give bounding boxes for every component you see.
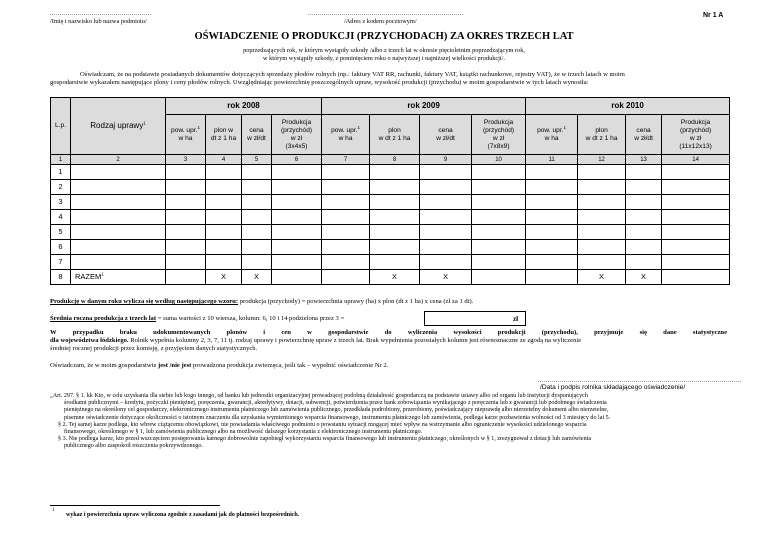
total-cell[interactable] (272, 270, 322, 285)
table-cell[interactable] (662, 195, 730, 210)
table-cell[interactable] (166, 240, 206, 255)
intro-line-1: Oświadczam, że na podstawie posiadanych dokumentów dotyczących sprzedaży płodów rolnych (np.: faktury VAT RR, rachunki, faktury VAT, książki rachunkowe, rejestry VAT), że w trzech latach w moim (80, 71, 625, 78)
table-cell[interactable] (626, 225, 662, 240)
col-number: 8 (370, 155, 420, 165)
table-cell[interactable] (526, 195, 578, 210)
table-cell[interactable] (578, 225, 626, 240)
table-cell[interactable] (71, 240, 166, 255)
criminal-code-article: „Art. 297. § 1. kk Kto, w celu uzyskania dla siebie lub kogo innego, od banku lub jednostki organizacyjnej prowadzącej podobną działalność gospodarczą na podstawie ustawy albo od organu lub instytucji dysponujących środkami publicznymi – kredytu, pożyczki pieniężnej, poręczenia, gwarancji, akredytywy, dotacji, subwencji, potwierdzenia przez bank zobowiązania wynikającego z poręczenia lub z gwarancji lub podobnego świadczenia pieniężnego na określony cel gospodarczy, elektronicznego instrumentu płatniczego lub zamówienia publicznego, przedkłada podrobiony, przerobiony, poświadczający nieprawdę albo nierzetelny dokument albo nierzetelne, pisemne oświadczenie dotyczące okoliczności o istotnym znaczeniu dla uzyskania wymienionego wsparcia finansowego, instrumentu płatniczego lub zamówienia, podlega karze pozbawienia wolności od 3 miesięcy do lat 5. § 2. Tej samej karze podlega, kto wbrew ciążącemu obowiązkowi, nie powiadamia właściwego podmiotu o powstaniu sytuacji mogącej mieć wpływ na wstrzymanie albo ograniczenie wysokości udzielonego wsparcia finansowego, określonego w § 1, lub zamówienia publicznego albo na możliwość dalszego korzystania z elektronicznego instrumentu płatniczego. § 3. Nie podlega karze, kto przed wszczęciem postępowania karnego dobrowolnie zapobiegł wykorzystaniu wsparcia finansowego lub instrumentu płatniczego, określonych w § 1, zrezygnował z dotacji lub zamówienia publicznego albo zaspokoił roszczenia pokrzywdzonego. (50, 393, 611, 450)
form-number: Nr 1 A (703, 12, 724, 19)
table-cell[interactable] (166, 195, 206, 210)
subtitle-line-1: poprzedzających rok, w którym wystąpiły szkody /albo z trzech lat w okresie pięcioletnim poprzedzającym rok, (243, 47, 525, 54)
table-cell[interactable] (166, 180, 206, 195)
yield-header-2008: plon w dt z 1 ha (206, 115, 242, 155)
table-cell[interactable] (272, 165, 322, 180)
area-header-2009: pow. upr.$^1$ w ha (322, 115, 370, 155)
average-line (50, 315, 344, 323)
table-cell[interactable] (206, 225, 242, 240)
table-cell[interactable] (662, 240, 730, 255)
table-cell[interactable] (370, 180, 420, 195)
nodoc-line-2: dla województwa łódzkiego. Rolnik wypełnia kolumny 2, 3, 7, 11 tj. rodzaj uprawy i powierzchnię upraw z trzech lat. Brak wypełnienia pozostałych kolumn jest równoznaczne ze zgodą na wyliczenie (50, 337, 582, 344)
table-cell[interactable] (272, 180, 322, 195)
table-cell[interactable] (626, 165, 662, 180)
signature-caption: /Data i podpis rolnika składającego oświadczenie/ (540, 384, 686, 391)
table-cell[interactable] (71, 165, 166, 180)
nodoc-line-3: średniej rocznej produkcji przez komisję, z przyjęciem danych statystycznych. (50, 345, 258, 352)
row-number: 4 (51, 210, 71, 225)
table-cell[interactable] (626, 180, 662, 195)
table-cell[interactable] (626, 240, 662, 255)
row-number: 3 (51, 195, 71, 210)
intro-line-2: gospodarstwie wykazałem następujące plony i ceny płodów rolnych. Uwzględniając powierzchnię poszczególnych upraw, wysokość produkcji (przychodu) w moim gospodarstwie w tych latach wynosiła: (50, 79, 589, 86)
table-cell[interactable] (472, 225, 526, 240)
col-number: 5 (242, 155, 272, 165)
table-cell[interactable] (322, 165, 370, 180)
table-cell[interactable] (578, 180, 626, 195)
table-cell[interactable] (242, 195, 272, 210)
name-caption: /Imię i nazwisko lub nazwa podmiotu/ (50, 18, 147, 25)
table-cell[interactable] (206, 240, 242, 255)
table-row (51, 165, 730, 180)
area-header-2010: pow. upr.$^1$ w ha (526, 115, 578, 155)
animal-production-line: Oświadczam, że w moim gospodarstwie jest /nie jest prowadzona produkcja zwierzęca, jeśli tak – wypełnić oświadczenie Nr 2. (50, 362, 389, 369)
price-header-2010: cena w zł/dt (626, 115, 662, 155)
table-cell[interactable] (242, 255, 272, 270)
table-cell[interactable] (626, 210, 662, 225)
address-caption: /Adres z kodem pocztowym/ (344, 18, 417, 25)
table-cell[interactable] (166, 255, 206, 270)
table-cell[interactable] (578, 165, 626, 180)
table-cell[interactable] (370, 225, 420, 240)
table-cell[interactable] (578, 255, 626, 270)
table-cell[interactable] (420, 210, 472, 225)
table-cell[interactable] (322, 195, 370, 210)
table-cell[interactable] (272, 255, 322, 270)
col-number: 6 (272, 155, 322, 165)
col-number: 10 (472, 155, 526, 165)
year-2008-header: rok 2008 (166, 98, 322, 115)
table-cell[interactable] (526, 210, 578, 225)
table-cell[interactable] (578, 210, 626, 225)
table-cell[interactable] (472, 165, 526, 180)
table-cell[interactable] (370, 195, 420, 210)
total-cell[interactable] (322, 270, 370, 285)
year-2009-header: rok 2009 (322, 98, 526, 115)
table-row (51, 255, 730, 270)
footnote-text: wykaz i powierzchnia upraw wyliczona zgodnie z zasadami jak do płatności bezpośrednich. (66, 512, 300, 518)
row-number: 5 (51, 225, 71, 240)
table-row (51, 180, 730, 195)
signature-dots: ...................................................................................................... (538, 378, 742, 384)
area-header-2008: pow. upr.$^1$ w ha (166, 115, 206, 155)
col-number: 2 (71, 155, 166, 165)
total-x-mark: X (420, 270, 472, 285)
table-cell[interactable] (322, 210, 370, 225)
table-cell[interactable] (370, 210, 420, 225)
subtitle-line-2: w którym wystąpiły szkody, z pominięciem roku o najwyższej i najniższej wielkości produkcji/. (263, 55, 505, 62)
average-unit: zł (513, 315, 519, 323)
table-row (51, 240, 730, 255)
total-row-number: 8 (51, 270, 71, 285)
table-cell[interactable] (526, 240, 578, 255)
table-cell[interactable] (472, 240, 526, 255)
table-cell[interactable] (370, 165, 420, 180)
table-cell[interactable] (272, 210, 322, 225)
table-cell[interactable] (526, 180, 578, 195)
total-cell[interactable] (662, 270, 730, 285)
table-cell[interactable] (322, 180, 370, 195)
table-cell[interactable] (242, 180, 272, 195)
yield-header-2009: plon w dt z 1 ha (370, 115, 420, 155)
table-row (51, 210, 730, 225)
average-text: = suma wartości z 10 wiersza, kolumn: 6, 10 i 14 podzielona przez 3 = (157, 315, 345, 322)
table-cell[interactable] (166, 165, 206, 180)
col-number: 1 (51, 155, 71, 165)
table-cell[interactable] (662, 180, 730, 195)
total-row-label: RAZEM$^1$ (71, 270, 166, 285)
formula-heading: Produkcję w danym roku wylicza się według następującego wzoru: (50, 298, 239, 305)
table-cell[interactable] (322, 255, 370, 270)
table-cell[interactable] (472, 255, 526, 270)
footnote-rule (50, 505, 220, 506)
table-cell[interactable] (322, 225, 370, 240)
page-title: OŚWIADCZENIE O PRODUKCJI (PRZYCHODACH) ZA OKRES TRZECH LAT (194, 31, 574, 42)
table-cell[interactable] (71, 255, 166, 270)
total-x-mark: X (578, 270, 626, 285)
table-cell[interactable] (272, 225, 322, 240)
formula-text: produkcja (przychody) = powierzchnia uprawy (ha) x plon (dt z 1 ha) x cena (zł za 1 dt). (239, 298, 474, 305)
table-cell[interactable] (662, 210, 730, 225)
col-number: 7 (322, 155, 370, 165)
table-cell[interactable] (242, 165, 272, 180)
col-number: 4 (206, 155, 242, 165)
table-cell[interactable] (242, 240, 272, 255)
table-cell[interactable] (166, 210, 206, 225)
average-heading: Średnia roczna produkcja z trzech lat (50, 315, 157, 322)
table-cell[interactable] (420, 225, 472, 240)
table-cell[interactable] (420, 180, 472, 195)
total-x-mark: X (626, 270, 662, 285)
footnote-number: 1 (52, 508, 55, 513)
table-cell[interactable] (662, 165, 730, 180)
total-cell[interactable] (526, 270, 578, 285)
row-number: 1 (51, 165, 71, 180)
table-cell[interactable] (626, 255, 662, 270)
average-value-field[interactable] (424, 311, 526, 326)
table-cell[interactable] (578, 240, 626, 255)
production-header-2008: Produkcja (przychód) w zł (3x4x5) (272, 115, 322, 155)
production-table (50, 97, 730, 285)
production-header-2009: Produkcja (przychód) w zł (7x8x9) (472, 115, 526, 155)
year-2010-header: rok 2010 (526, 98, 730, 115)
row-number: 7 (51, 255, 71, 270)
table-cell[interactable] (71, 225, 166, 240)
table-cell[interactable] (322, 240, 370, 255)
table-cell[interactable] (370, 255, 420, 270)
table-cell[interactable] (472, 180, 526, 195)
price-header-2008: cena w zł/dt (242, 115, 272, 155)
col-number: 9 (420, 155, 472, 165)
col-number: 13 (626, 155, 662, 165)
row-number: 2 (51, 180, 71, 195)
table-cell[interactable] (206, 180, 242, 195)
col-number: 11 (526, 155, 578, 165)
table-cell[interactable] (71, 180, 166, 195)
crop-header: Rodzaj uprawy$^1$ (71, 98, 166, 155)
total-x-mark: X (370, 270, 420, 285)
table-cell[interactable] (662, 225, 730, 240)
table-cell[interactable] (242, 225, 272, 240)
total-x-mark: X (206, 270, 242, 285)
table-cell[interactable] (272, 195, 322, 210)
table-cell[interactable] (206, 195, 242, 210)
total-row (51, 270, 730, 285)
nodoc-line-1: W przypadku braku udokumentowanych plonów i cen w gospodarstwie do wyliczenia wysokości produkcji (przychodu), przyjmuje się dane statystyczne (50, 329, 727, 336)
formula-line (50, 298, 473, 306)
col-number: 12 (578, 155, 626, 165)
table-cell[interactable] (578, 195, 626, 210)
table-cell[interactable] (472, 210, 526, 225)
total-x-mark: X (242, 270, 272, 285)
price-header-2009: cena w zł/dt (420, 115, 472, 155)
table-cell[interactable] (272, 240, 322, 255)
yield-header-2010: plon w dt z 1 ha (578, 115, 626, 155)
table-cell[interactable] (662, 255, 730, 270)
table-cell[interactable] (526, 225, 578, 240)
table-cell[interactable] (206, 165, 242, 180)
total-cell[interactable] (166, 270, 206, 285)
table-cell[interactable] (71, 210, 166, 225)
col-number: 3 (166, 155, 206, 165)
table-cell[interactable] (242, 210, 272, 225)
table-cell[interactable] (71, 195, 166, 210)
table-cell[interactable] (166, 225, 206, 240)
production-header-2010: Produkcja (przychód) w zł (11x12x13) (662, 115, 730, 155)
table-cell[interactable] (420, 165, 472, 180)
table-cell[interactable] (626, 195, 662, 210)
table-cell[interactable] (420, 240, 472, 255)
col-number: 14 (662, 155, 730, 165)
table-cell[interactable] (206, 255, 242, 270)
table-cell[interactable] (206, 210, 242, 225)
table-cell[interactable] (526, 165, 578, 180)
row-number: 6 (51, 240, 71, 255)
table-cell[interactable] (420, 195, 472, 210)
table-cell[interactable] (420, 255, 472, 270)
table-cell[interactable] (472, 195, 526, 210)
table-cell[interactable] (526, 255, 578, 270)
address-dots: .............................................................................. (308, 11, 464, 17)
total-cell[interactable] (472, 270, 526, 285)
table-row (51, 225, 730, 240)
table-row (51, 195, 730, 210)
lp-header: L.p. (51, 98, 71, 155)
table-cell[interactable] (370, 240, 420, 255)
name-dots: ................................................... (50, 11, 152, 17)
